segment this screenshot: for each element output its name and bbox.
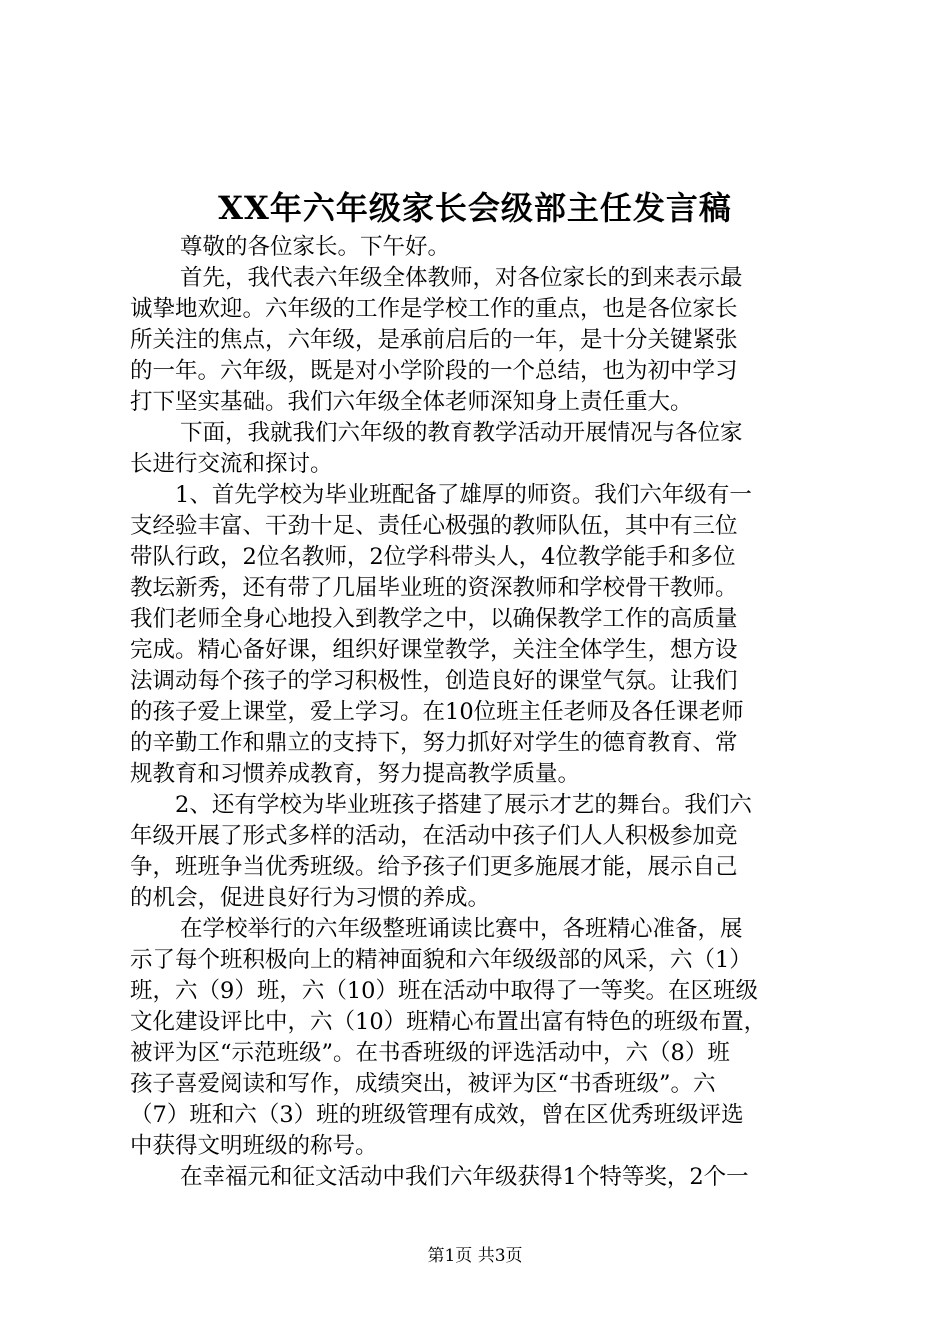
paragraph-line: 争，班班争当优秀班级。给予孩子们更多施展才能，展示自己	[130, 854, 738, 880]
paragraph-line: 中获得文明班级的称号。	[130, 1133, 378, 1159]
paragraph-line: 完成。精心备好课，组织好课堂教学，关注全体学生，想方设	[130, 637, 738, 663]
paragraph-line: 规教育和习惯养成教育，努力提高教学质量。	[130, 761, 581, 787]
paragraph-line: 教坛新秀，还有带了几届毕业班的资深教师和学校骨干教师。	[130, 575, 738, 601]
paragraph-line: 在学校举行的六年级整班诵读比赛中，各班精心准备，展	[180, 916, 743, 942]
paragraph-line: 在幸福元和征文活动中我们六年级获得1个特等奖，2个一	[180, 1164, 749, 1190]
paragraph-line: 我们老师全身心地投入到教学之中，以确保教学工作的高质量	[130, 606, 738, 632]
paragraph-line: 打下坚实基础。我们六年级全体老师深知身上责任重大。	[130, 389, 693, 415]
paragraph-line: 下面，我就我们六年级的教育教学活动开展情况与各位家	[180, 420, 743, 446]
paragraph-line: 的一年。六年级，既是对小学阶段的一个总结，也为初中学习	[130, 358, 738, 384]
page-footer: 第1页 共3页	[427, 1246, 523, 1266]
paragraph-line: 被评为区“示范班级”。在书香班级的评选活动中，六（8）班	[130, 1040, 730, 1066]
paragraph-line: 班，六（9）班，六（10）班在活动中取得了一等奖。在区班级	[130, 978, 758, 1004]
paragraph-line: 所关注的焦点，六年级，是承前启后的一年，是十分关键紧张	[130, 327, 738, 353]
paragraph-line: 尊敬的各位家长。下午好。	[180, 234, 451, 260]
paragraph-line: 年级开展了形式多样的活动，在活动中孩子们人人积极参加竞	[130, 823, 738, 849]
paragraph-line: 的孩子爱上课堂，爱上学习。在10位班主任老师及各任课老师	[130, 699, 744, 725]
paragraph-line: 首先，我代表六年级全体教师，对各位家长的到来表示最	[180, 265, 743, 291]
paragraph-line: 法调动每个孩子的学习积极性，创造良好的课堂气氛。让我们	[130, 668, 738, 694]
paragraph-line: 诚挚地欢迎。六年级的工作是学校工作的重点，也是各位家长	[130, 296, 738, 322]
document-body	[130, 232, 828, 1193]
paragraph-line: 孩子喜爱阅读和写作，成绩突出，被评为区“书香班级”。六	[130, 1071, 716, 1097]
paragraph-line: （7）班和六（3）班的班级管理有成效，曾在区优秀班级评选	[130, 1102, 744, 1128]
paragraph-line: 带队行政，2位名教师，2位学科带头人，4位教学能手和多位	[130, 544, 736, 570]
paragraph-line: 长进行交流和探讨。	[130, 451, 333, 477]
document-title: XX年六年级家长会级部主任发言稿	[218, 189, 732, 227]
paragraph-line: 支经验丰富、干劲十足、责任心极强的教师队伍，其中有三位	[130, 513, 738, 539]
paragraph-line: 1、首先学校为毕业班配备了雄厚的师资。我们六年级有一	[175, 482, 752, 508]
paragraph-line: 的辛勤工作和鼎立的支持下，努力抓好对学生的德育教育、常	[130, 730, 738, 756]
paragraph-line: 的机会，促进良好行为习惯的养成。	[130, 885, 491, 911]
paragraph-line: 示了每个班积极向上的精神面貌和六年级级部的风采，六（1）	[130, 947, 752, 973]
paragraph-line: 文化建设评比中，六（10）班精心布置出富有特色的班级布置，	[130, 1009, 767, 1035]
paragraph-line: 2、还有学校为毕业班孩子搭建了展示才艺的舞台。我们六	[175, 792, 752, 818]
